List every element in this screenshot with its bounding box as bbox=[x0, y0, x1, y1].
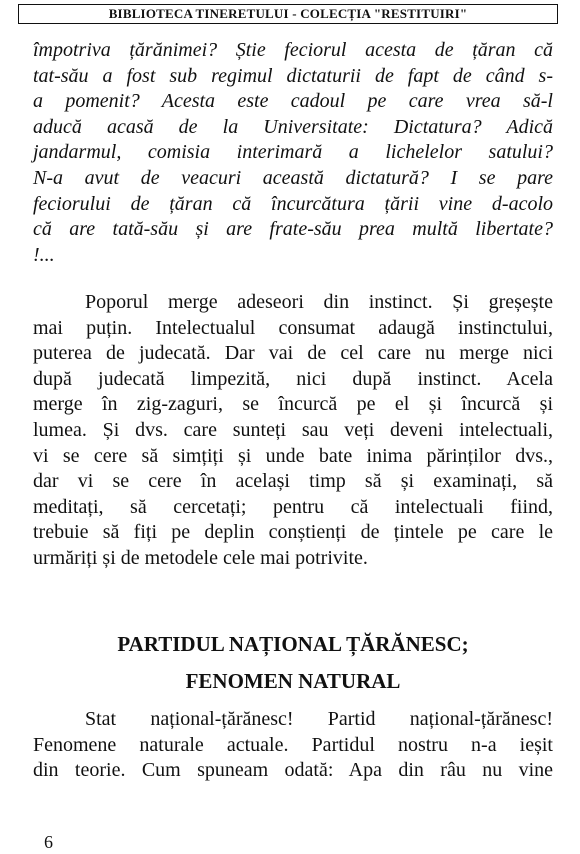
text-line: mai puțin. Intelectualul consumat adaugă instinctului, bbox=[33, 316, 553, 339]
text-line: a pomenit? Acesta este cadoul pe care vrea să-l bbox=[33, 90, 553, 113]
text-line: din teorie. Cum spuneam odată: Apa din râu nu vine bbox=[33, 759, 553, 782]
text-line: după judecată limpezită, nici după instinct. Acela bbox=[33, 367, 553, 390]
running-header bbox=[18, 4, 558, 24]
text-line: merge în zig-zaguri, se încurcă pe el și încurcă și bbox=[33, 393, 553, 416]
page-number: 6 bbox=[44, 832, 53, 852]
text-line: că are tată-său și are frate-său prea multă libertate? bbox=[33, 218, 553, 241]
text-line: vi se cere să simțiți și unde bate inima părinților dvs., bbox=[33, 444, 553, 467]
section-heading-line-1: PARTIDUL NAȚIONAL ȚĂRĂNESC; bbox=[117, 632, 469, 656]
text-line: Fenomene naturale actuale. Partidul nostru n-a ieșit bbox=[33, 733, 553, 756]
text-line: jandarmul, comisia interimară a lichelelor satului? bbox=[33, 141, 553, 164]
text-line: meditați, să cercetați; pentru că intelectuali fiind, bbox=[33, 495, 553, 518]
text-line: Stat național-țărănesc! Partid național-țărănesc! bbox=[85, 708, 553, 730]
text-line: N-a avut de veacuri această dictatură? I se pare bbox=[33, 166, 553, 189]
text-line: aducă acasă de la Universitate: Dictatura? Adică bbox=[33, 115, 553, 138]
section-heading-line-2: FENOMEN NATURAL bbox=[185, 669, 401, 693]
body-paragraph bbox=[33, 290, 553, 572]
text-line: urmăriți și de metodele cele mai potrivite. bbox=[33, 546, 368, 569]
text-line: !... bbox=[33, 243, 55, 266]
text-line: trebuie să fiți pe deplin conștienți de țintele pe care le bbox=[33, 521, 553, 544]
text-line: Poporul merge adeseori din instinct. Și greșește bbox=[85, 291, 553, 313]
running-title: BIBLIOTECA TINERETULUI - COLECȚIA "RESTITUIRI" bbox=[108, 6, 468, 21]
text-line: tat-său a fost sub regimul dictaturii de fapt de când s- bbox=[33, 64, 553, 87]
italic-quote-passage bbox=[33, 38, 553, 268]
text-line: puterea de judecată. Dar vai de cel care nu merge nici bbox=[33, 342, 553, 365]
text-line: lumea. Și dvs. care sunteți sau veți deveni intelectuali, bbox=[33, 418, 553, 441]
text-line: împotriva țărănimei? Știe feciorul acesta de țăran că bbox=[33, 39, 553, 61]
text-line: feciorului de țăran că încurcătura țării vine d-acolo bbox=[33, 192, 553, 215]
text-line: dar vi se cere în același timp să și examinați, să bbox=[33, 470, 553, 493]
section-paragraph bbox=[33, 707, 553, 784]
